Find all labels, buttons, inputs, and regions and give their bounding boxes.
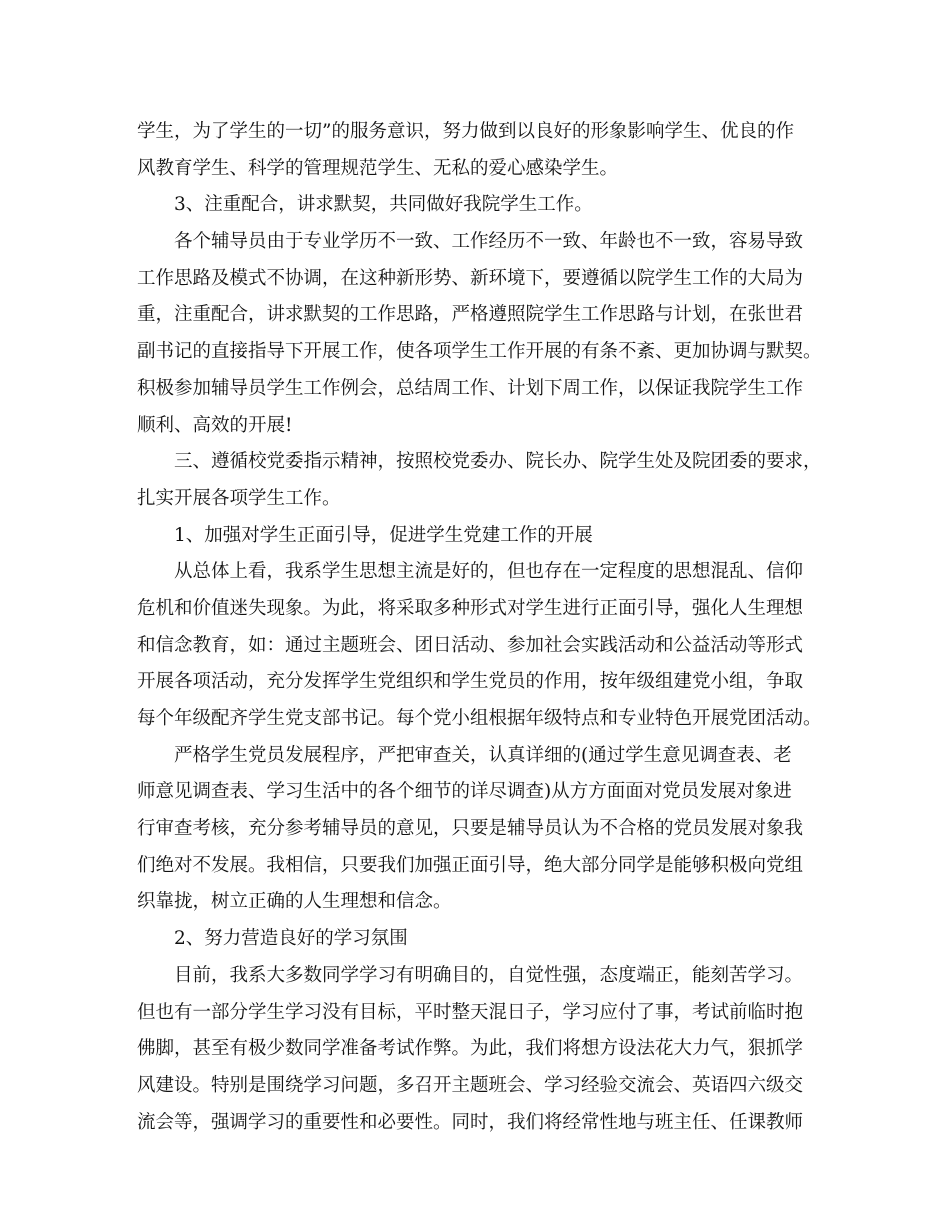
paragraph-line: 危机和价值迷失现象。为此，将采取多种形式对学生进行正面引导，强化人生理想 (137, 597, 804, 619)
paragraph-line: 3、注重配合，讲求默契，共同做好我院学生工作。 (174, 194, 593, 216)
paragraph-line: 顺利、高效的开展! (137, 414, 293, 436)
paragraph-line: 师意见调查表、学习生活中的各个细节的详尽调查)从方方面面对党员发展对象进 (137, 781, 792, 803)
paragraph-line: 风教育学生、科学的管理规范学生、无私的爱心感染学生。 (137, 157, 619, 179)
paragraph-line: 从总体上看，我系学生思想主流是好的，但也存在一定程度的思想混乱、信仰 (174, 561, 804, 583)
paragraph-line: 流会等，强调学习的重要性和必要性。同时，我们将经常性地与班主任、任课教师 (137, 1111, 804, 1133)
paragraph-line: 目前，我系大多数同学学习有明确目的，自觉性强，态度端正，能刻苦学习。 (174, 964, 804, 986)
paragraph-line: 开展各项活动，充分发挥学生党组织和学生党员的作用，按年级组建党小组，争取 (137, 671, 804, 693)
paragraph-line: 积极参加辅导员学生工作例会，总结周工作、计划下周工作，以保证我院学生工作 (137, 377, 804, 399)
paragraph-line: 但也有一部分学生学习没有目标，平时整天混日子，学习应付了事，考试前临时抱 (137, 1001, 804, 1023)
paragraph-line: 重，注重配合，讲求默契的工作思路，严格遵照院学生工作思路与计划，在张世君 (137, 304, 804, 326)
paragraph-line: 工作思路及模式不协调，在这种新形势、新环境下，要遵循以院学生工作的大局为 (137, 267, 804, 289)
paragraph-line: 三、遵循校党委指示精神，按照校党委办、院长办、院学生处及院团委的要求， (174, 451, 822, 473)
paragraph-line: 织靠拢，树立正确的人生理想和信念。 (137, 891, 452, 913)
paragraph-line: 副书记的直接指导下开展工作，使各项学生工作开展的有条不紊、更加协调与默契。 (137, 341, 822, 363)
paragraph-line: 和信念教育，如：通过主题班会、团日活动、参加社会实践活动和公益活动等形式 (137, 634, 804, 656)
paragraph-line: 风建设。特别是围绕学习问题，多召开主题班会、学习经验交流会、英语四六级交 (137, 1074, 804, 1096)
paragraph-line: 各个辅导员由于专业学历不一致、工作经历不一致、年龄也不一致，容易导致 (174, 231, 804, 253)
document-body (137, 114, 827, 1141)
paragraph-line: 严格学生党员发展程序，严把审查关，认真详细的(通过学生意见调查表、老 (174, 744, 792, 766)
paragraph-line: 扎实开展各项学生工作。 (137, 487, 341, 509)
paragraph-line: 2、努力营造良好的学习氛围 (174, 928, 408, 950)
paragraph-line: 们绝对不发展。我相信，只要我们加强正面引导，绝大部分同学是能够积极向党组 (137, 854, 804, 876)
paragraph-line: 每个年级配齐学生党支部书记。每个党小组根据年级特点和专业特色开展党团活动。 (137, 708, 822, 729)
paragraph-line: 1、加强对学生正面引导，促进学生党建工作的开展 (174, 524, 593, 546)
paragraph-line: 学生，为了学生的一切”的服务意识，努力做到以良好的形象影响学生、优良的作 (137, 121, 794, 142)
paragraph-line: 佛脚，甚至有极少数同学准备考试作弊。为此，我们将想方设法花大力气，狠抓学 (137, 1038, 804, 1060)
paragraph-line: 行审查考核，充分参考辅导员的意见，只要是辅导员认为不合格的党员发展对象我 (137, 818, 804, 840)
